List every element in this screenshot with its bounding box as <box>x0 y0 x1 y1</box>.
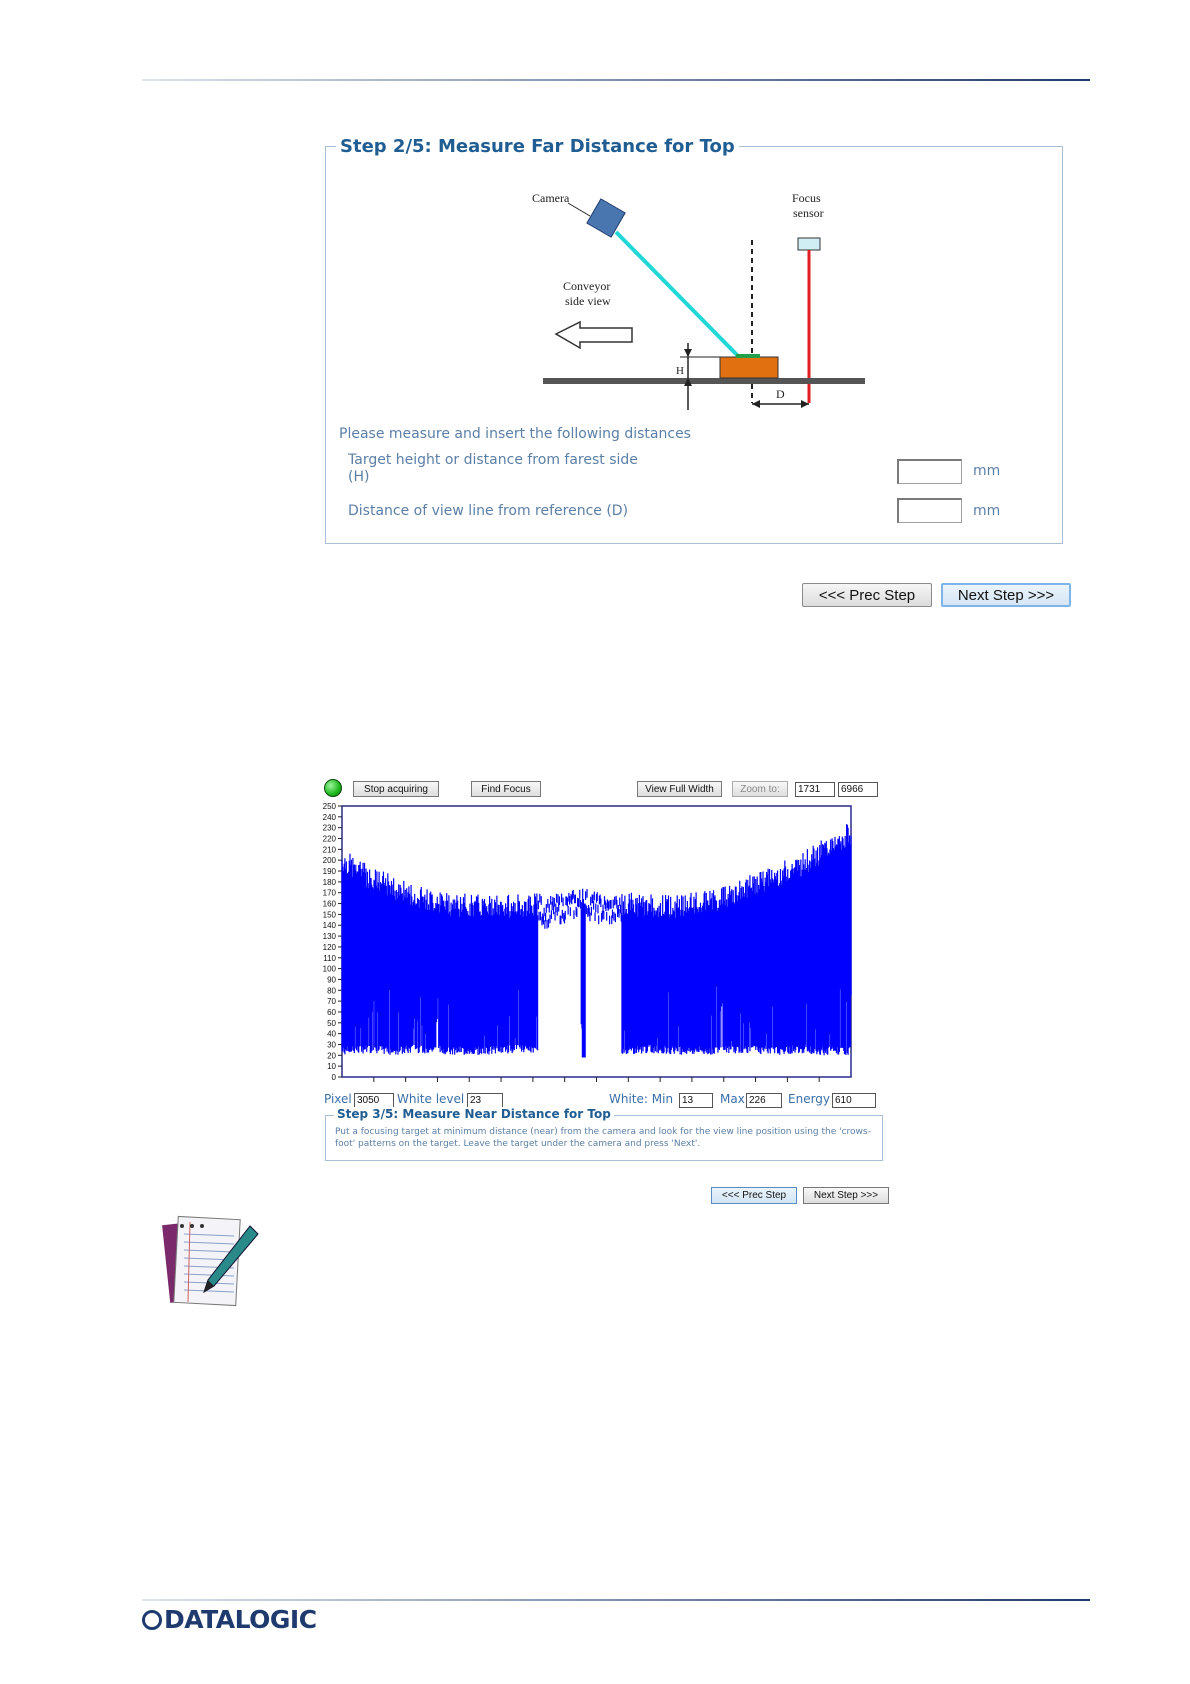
find-focus-button[interactable]: Find Focus <box>471 781 541 797</box>
y-tick-label: 130 <box>322 932 336 942</box>
y-tick-label: 240 <box>322 812 336 822</box>
y-tick-label: 90 <box>327 975 336 985</box>
target-box <box>720 357 778 378</box>
step3-title: Step 3/5: Measure Near Distance for Top <box>334 1107 614 1121</box>
white-min-label: White: Min <box>609 1092 674 1106</box>
y-tick-label: 20 <box>327 1051 336 1061</box>
max-label: Max <box>720 1092 745 1106</box>
conveyor-label-2: side view <box>565 294 611 308</box>
y-tick-label: 80 <box>327 986 336 996</box>
y-tick-label: 200 <box>322 856 336 866</box>
conveyor-label-1: Conveyor <box>563 279 611 293</box>
y-tick-label: 110 <box>323 953 336 963</box>
step2-instruction: Please measure and insert the following distances <box>339 426 691 442</box>
y-tick-label: 230 <box>322 823 336 833</box>
datalogic-logo-text: DATALOGIC <box>164 1605 317 1634</box>
step3-description: Put a focusing target at minimum distance (near) from the camera and look for the view line position using the 'crows-foot' patterns on the target. Leave the target under the camera and press 'Next'. <box>335 1127 871 1149</box>
bottom-rule <box>142 1599 1090 1601</box>
field-h-label <box>348 452 638 486</box>
pixel-input[interactable]: 3050 <box>354 1093 394 1108</box>
note-pad-icon <box>162 1212 266 1316</box>
step3-next-button[interactable]: Next Step >>> <box>803 1187 889 1204</box>
energy-input[interactable]: 610 <box>832 1093 876 1108</box>
h-label: H <box>676 365 684 377</box>
y-tick-label: 250 <box>322 802 336 811</box>
y-tick-label: 190 <box>322 867 336 877</box>
camera-label: Camera <box>532 191 570 205</box>
y-tick-label: 220 <box>322 834 336 844</box>
y-tick-label: 210 <box>322 845 336 855</box>
step3-prev-button[interactable]: <<< Prec Step <box>711 1187 797 1204</box>
view-full-width-button[interactable]: View Full Width <box>637 781 722 797</box>
focus-sensor-label-2: sensor <box>793 206 824 220</box>
white-level-label: White level <box>397 1092 465 1106</box>
zoom-to-input[interactable]: 6966 <box>838 782 878 797</box>
y-tick-label: 70 <box>327 997 336 1007</box>
y-tick-label: 10 <box>327 1062 336 1072</box>
zoom-from-input[interactable]: 1731 <box>795 782 835 797</box>
y-tick-label: 120 <box>322 942 336 952</box>
status-led-icon <box>324 779 342 797</box>
white-level-input[interactable]: 23 <box>467 1093 503 1108</box>
y-tick-label: 40 <box>327 1029 336 1039</box>
y-tick-label: 100 <box>322 964 336 974</box>
focus-sensor-label-1: Focus <box>792 191 821 205</box>
y-tick-label: 50 <box>327 1018 336 1028</box>
view-line <box>616 232 740 358</box>
y-tick-label: 150 <box>322 910 336 920</box>
field-d-label: Distance of view line from reference (D) <box>348 503 629 519</box>
zoom-to-button[interactable]: Zoom to: <box>732 781 788 797</box>
y-tick-label: 170 <box>322 888 336 898</box>
pixel-label: Pixel <box>324 1092 352 1106</box>
energy-label: Energy <box>788 1092 831 1106</box>
signal-chart <box>318 802 858 1088</box>
step2-next-button[interactable]: Next Step >>> <box>941 583 1071 607</box>
field-h-label-line1: Target height or distance from farest side <box>348 452 638 468</box>
field-h-label-line2: (H) <box>348 469 370 485</box>
datalogic-logo-icon <box>142 1610 162 1630</box>
top-rule <box>142 79 1090 81</box>
y-tick-label: 180 <box>322 877 336 887</box>
focus-sensor-icon <box>798 238 820 250</box>
camera-icon <box>587 199 625 237</box>
field-d-unit: mm <box>973 503 1001 519</box>
direction-arrow-icon <box>556 322 632 348</box>
y-tick-label: 30 <box>327 1040 336 1050</box>
signal-dip <box>582 904 586 1058</box>
step2-title: Step 2/5: Measure Far Distance for Top <box>336 136 739 157</box>
y-tick-label: 140 <box>322 921 336 931</box>
y-tick-label: 160 <box>322 899 336 909</box>
stop-acquiring-button[interactable]: Stop acquiring <box>353 781 439 797</box>
field-h-unit: mm <box>973 463 1001 479</box>
y-tick-label: 0 <box>331 1073 336 1082</box>
conveyor-diagram <box>532 188 880 418</box>
field-d-input[interactable] <box>897 498 962 523</box>
white-min-input[interactable]: 13 <box>679 1093 713 1108</box>
max-input[interactable]: 226 <box>746 1093 782 1108</box>
step2-prev-button[interactable]: <<< Prec Step <box>802 583 932 607</box>
datalogic-logo <box>142 1605 317 1634</box>
y-tick-label: 60 <box>327 1007 336 1017</box>
field-h-input[interactable] <box>897 459 962 484</box>
d-label: D <box>776 387 785 401</box>
